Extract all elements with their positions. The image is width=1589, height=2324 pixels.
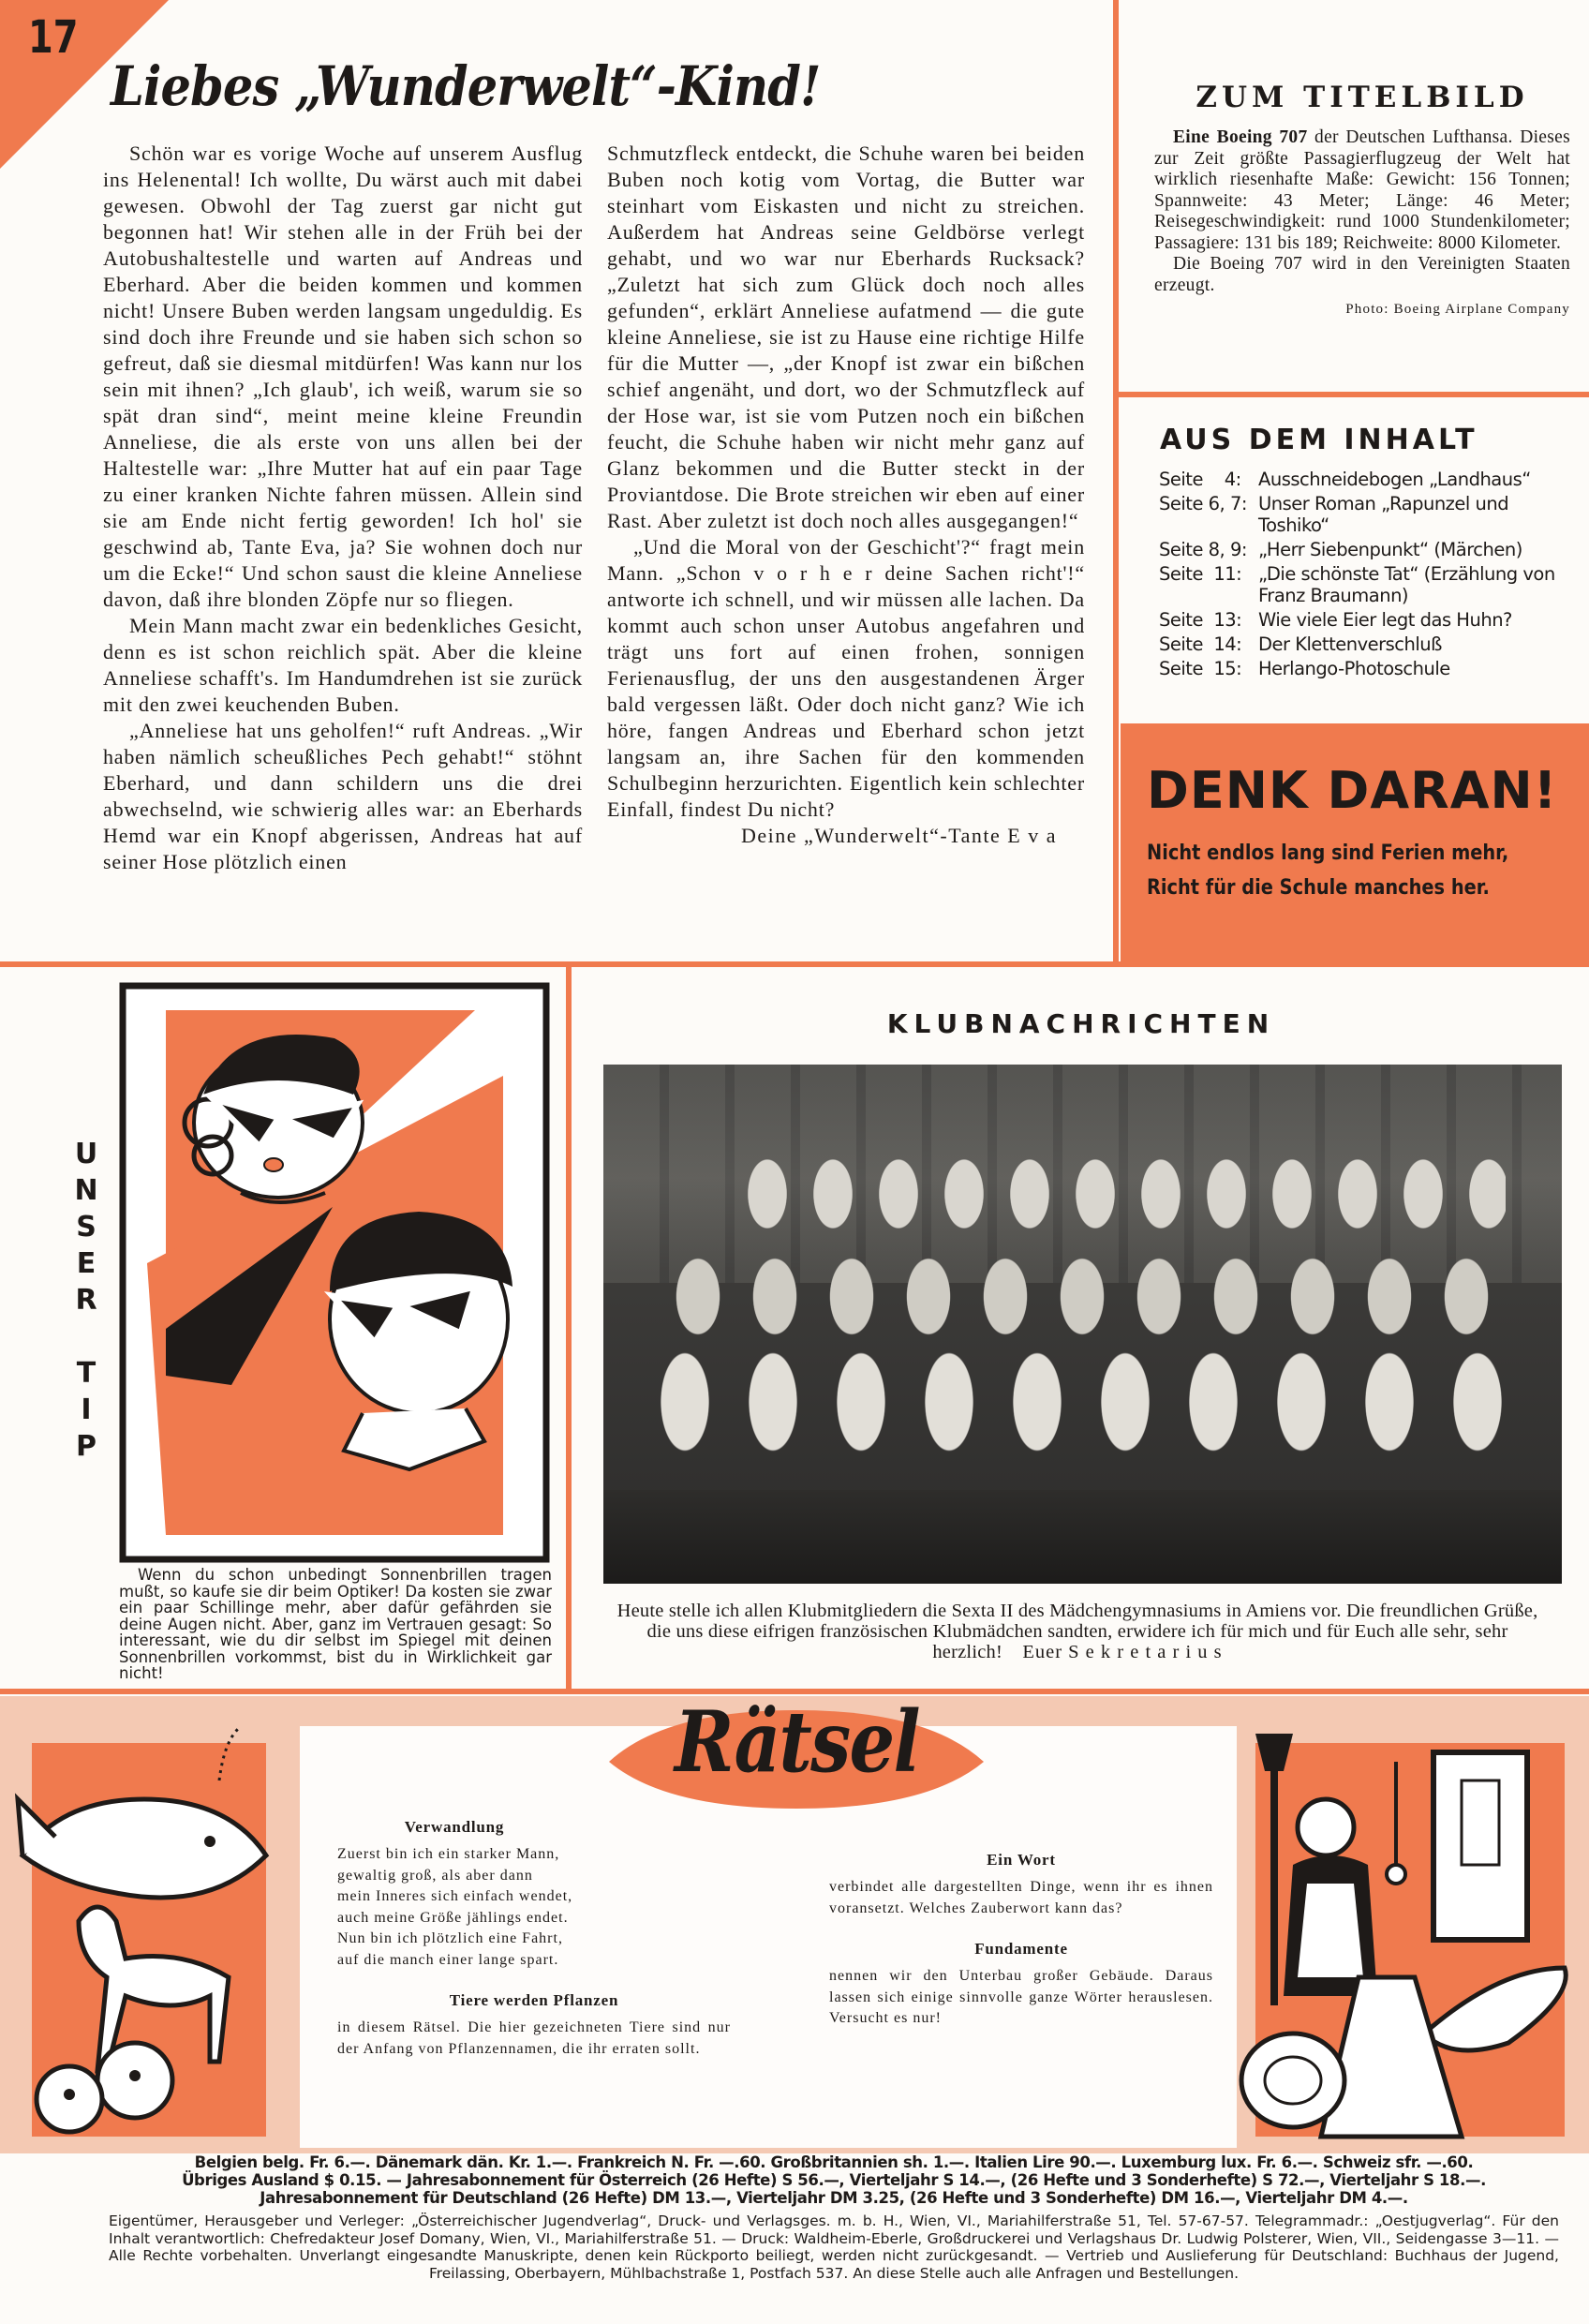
label-letter: N <box>74 1174 98 1207</box>
toc-page: Seite 15: <box>1159 658 1242 679</box>
poem-line: Nun bin ich plötzlich eine Fahrt, <box>337 1930 563 1946</box>
puzzle-text: in diesem Rätsel. Die hier gezeichneten Tiere sind nur der Anfang von Pflanzennamen, die ihr erraten sollt. <box>337 2019 731 2057</box>
titelbild-body: der Deutschen Lufthansa. Dieses zur Zeit größte Passagierflugzeug der Welt hat wirklich riesenhafte Maße: Gewicht: 156 Tonnen; Spannweite: 43 Meter; Länge: 46 Meter; Reisegeschwindigkeit: rund 1000 Stundenkilometer; Passagiere: 131 bis 189; Reichweite: 8000 Kilometer. <box>1154 127 1570 253</box>
toc-title: Ausschneidebogen „Landhaus“ <box>1258 469 1531 490</box>
letter-title: Liebes „Wunderwelt“-Kind! <box>111 54 821 118</box>
photo-credit: Photo: Boeing Airplane Company <box>1345 302 1570 317</box>
titelbild-box <box>1154 81 1570 318</box>
price-line: Belgien belg. Fr. 6.—. Dänemark dän. Kr. 1.—. Frankreich N. Fr. —.60. Großbritannien sh. 1.—. Italien Lire 90.—. Luxemburg lux. Fr. 6.—. Schweiz sfr. —.60. <box>194 2153 1474 2171</box>
klub-heading: KLUBNACHRICHTEN <box>886 1008 1276 1039</box>
unser-tip-label <box>69 1136 103 1465</box>
sunglasses-cartoon <box>119 982 550 1563</box>
toc-item <box>1159 609 1571 631</box>
bread-icon <box>1241 2034 1344 2127</box>
divider-vertical <box>1113 0 1119 965</box>
puzzle-verwandlung <box>337 1818 731 1971</box>
raetsel-column-right <box>829 1851 1213 2050</box>
toc-page: Seite 4: <box>1159 469 1241 490</box>
price-list <box>94 2153 1574 2207</box>
label-letter: T <box>76 1357 97 1390</box>
puzzle-ein-wort <box>829 1851 1213 1919</box>
toc-item <box>1159 563 1571 606</box>
klub-signature: Euer S e k r e t a r i u s <box>1022 1642 1223 1662</box>
titelbild-body: Die Boeing 707 wird in den Vereinigten Staaten erzeugt. <box>1154 254 1570 295</box>
toc-item <box>1159 633 1571 655</box>
letter-column-left <box>103 141 583 875</box>
poem-line: auf die manch einer lange spart. <box>337 1951 559 1968</box>
letter-paragraph: „Anneliese hat uns geholfen!“ ruft Andreas. „Wir haben nämlich scheußliches Pech gehabt!“ stöhnt Eberhard, und dann schildern uns die drei abwechselnd, wie schwierig alles war: an Eberhards Hemd war ein Knopf abgerissen, Andreas hat auf seiner Hose plötzlich einen <box>103 719 583 873</box>
puzzle-heading: Tiere werden Pflanzen <box>449 1991 619 2009</box>
poem-line: mein Inneres sich einfach wendet, <box>337 1888 573 1904</box>
toc-title: Herlango-Photoschule <box>1258 658 1450 679</box>
titelbild-heading: ZUM TITELBILD <box>1195 81 1529 114</box>
label-letter: U <box>74 1138 98 1170</box>
animals-illustration <box>13 1724 294 2146</box>
toc-title: Unser Roman „Rapunzel und Toshiko“ <box>1258 493 1509 536</box>
klub-caption <box>609 1601 1546 1662</box>
toc-page: Seite 13: <box>1159 609 1242 631</box>
letter-paragraph: Mein Mann macht zwar ein bedenkliches Gesicht, denn es ist schon reichlich spät. Aber die kleine Anneliese schafft's. Im Handumdrehen ist sie zurück mit den zwei keuchenden Buben. <box>103 614 583 716</box>
puzzle-text: nennen wir den Unterbau großer Gebäude. Daraus lassen sich einige sinnvolle ganze Wörter herauslesen. Versucht es nur! <box>829 1968 1213 2026</box>
denk-daran-heading: DENK DARAN! <box>1147 761 1558 820</box>
class-group-photo <box>603 1065 1562 1584</box>
puzzle-heading: Ein Wort <box>987 1851 1056 1869</box>
objects-illustration <box>1237 1724 1583 2146</box>
denk-daran-box <box>1121 723 1589 961</box>
tip-caption-text: Wenn du schon unbedingt Sonnenbrillen tragen mußt, so kaufe sie dir beim Optiker! Da kosten sie zwar ein paar Schillinge mehr, aber dafür gefährden sie deine Augen nicht. Aber, ganz im Vertrauen gesagt: So interessant, wie du dir selbst im Spiegel mit deinen Sonnenbrillen vorkommst, bist du in Wirklichkeit gar nicht! <box>119 1566 552 1682</box>
toc-title: „Herr Siebenpunkt“ (Märchen) <box>1258 539 1522 560</box>
poem-line: Zuerst bin ich ein starker Mann, <box>337 1846 560 1862</box>
titelbild-text <box>1154 127 1570 296</box>
verse-line: Nicht endlos lang sind Ferien mehr, <box>1147 842 1509 865</box>
letter-column-right <box>607 141 1085 849</box>
letter-paragraph: Schön war es vorige Woche auf unserem Ausflug ins Helenental! Ich wollte, Du wärst auch mit dabei gewesen. Obwohl der Tag zuerst gar nicht gut begonnen hat! Wir stehen alle in der Früh bei der Autobushaltestelle und warten auf Andreas und Eberhard. Aber die beiden kommen und kommen nicht! Unsere Buben werden langsam ungeduldig. Es sind doch ihre Freunde und sie haben sich schon so gefreut, daß sie diesmal mitdürfen! Was kann nur los sein mit ihnen? „Ich glaub', ich weiß, warum sie so spät dran sind“, meint meine kleine Freundin Anneliese, die als erste von uns allen bei der Haltestelle war: „Ihre Mutter hat auf ein paar Tage zu einer kranken Nichte fahren müssen. Allein sind sie am Ende nicht fertig geworden! Ich hol' sie geschwind ab, Tante Eva, ja? Sie wohnen doch nur um die Ecke!“ Und schon saust die kleine Anneliese davon, daß ihre blonden Zöpfe nur so fliegen. <box>103 142 583 611</box>
poem-line: auch meine Größe jählings endet. <box>337 1909 569 1926</box>
label-letter: I <box>81 1393 92 1426</box>
tip-caption <box>119 1567 552 1682</box>
divider-vertical <box>566 965 572 1692</box>
puzzle-heading: Fundamente <box>974 1940 1068 1958</box>
puzzle-text: verbindet alle dargestellten Dinge, wenn ihr es ihnen voransetzt. Welches Zauberwort kann das? <box>829 1879 1213 1916</box>
toc-title: Der Klettenverschluß <box>1258 633 1442 655</box>
toc-page: Seite 8, 9: <box>1159 539 1247 560</box>
label-letter: E <box>76 1247 97 1280</box>
toc-page: Seite 11: <box>1159 563 1242 585</box>
inhalt-heading: AUS DEM INHALT <box>1160 424 1478 456</box>
toc-page: Seite 6, 7: <box>1159 493 1247 514</box>
toc-item <box>1159 469 1571 490</box>
divider-horizontal <box>0 961 1589 967</box>
price-line: Übriges Ausland $ 0.15. — Jahresabonnement für Österreich (26 Hefte) S 56.—, Vierteljahr S 14.—, (26 Hefte und 3 Sonderhefte) S 72.—, Vierteljahr S 18.—. <box>182 2171 1486 2189</box>
label-letter: S <box>76 1211 97 1244</box>
puzzle-poem <box>337 1844 731 1971</box>
label-letter: R <box>75 1284 97 1317</box>
puzzle-tiere-pflanzen <box>337 1991 731 2060</box>
label-gap <box>69 1318 103 1355</box>
price-line: Jahresabonnement für Deutschland (26 Hefte) DM 13.—, Vierteljahr DM 3.25, (26 Hefte und 3 Sonderhefte) DM 16.—, Vierteljahr DM 4.—. <box>260 2189 1408 2207</box>
label-letter: P <box>76 1430 97 1463</box>
puzzle-fundamente <box>829 1940 1213 2030</box>
toc-item <box>1159 493 1571 536</box>
divider-horizontal <box>1113 392 1589 397</box>
poem-line: gewaltig groß, als aber dann <box>337 1867 533 1884</box>
puzzle-heading: Verwandlung <box>404 1818 505 1836</box>
toc-title: „Die schönste Tat“ (Erzählung von Franz Braumann) <box>1258 563 1555 606</box>
impressum: Eigentümer, Herausgeber und Verleger: „Österreichischer Jugendverlag“, Druck- und Verlagsges. m. b. H., Wien, VI., Mariahilferstraße 51, Tel. 57-67-57. Telegrammadr.: „Oestjugverlag“. Für den Inhalt verantwortlich: Chefredakteur Josef Domany, Wien, VI., Mariahilferstraße 51. — Druck: Waldheim-Eberle, Großdruckerei und Verlagshaus Dr. Ludwig Polsterer, Wien, VII., Seidengasse 3—11. — Alle Rechte vorbehalten. Unverlangt eingesandte Manuskripte, denen kein Rückporto beiliegt, werden nicht zurückgesandt. — Vertrieb und Auslieferung für Deutschland: Buchhaus der Jugend, Freilassing, Oberbayern, Mühlbachstraße 1, Postfach 537. An diese Stelle auch alle Anfragen und Bestellungen. <box>109 2212 1559 2282</box>
denk-daran-verse <box>1147 836 1508 905</box>
toc-title: Wie viele Eier legt das Huhn? <box>1258 609 1512 631</box>
letter-paragraph: „Und die Moral von der Geschicht'?“ fragt mein Mann. „Schon v o r h e r deine Sachen richt'!“ antworte ich schnell, und wir müssen alle lachen. Da kommt auch schon unser Autobus angefahren und trägt uns fort auf einen frohen, sonnigen Ferienausflug, der uns den ausgestandenen Ärger bald vergessen läßt. Oder doch nicht ganz? Wie ich höre, fangen Andreas und Eberhard schon jetzt langsam an, ihre Sachen für den kommenden Schulbeginn herzurichten. Eigentlich kein schlechter Einfall, findest Du nicht? <box>607 535 1085 821</box>
verse-line: Richt für die Schule manches her. <box>1147 876 1490 900</box>
letter-paragraph: Schmutzfleck entdeckt, die Schuhe waren bei beiden Buben noch kotig vom Vortag, die Butter war steinhart vom Eiskasten und nicht zu streichen. Außerdem hat Andreas seine Geldbörse verlegt gehabt, und wo war nur Eberhards Rucksack? „Zuletzt hat sich zum Glück doch noch alles gefunden“, erklärt Anneliese aufatmend — die gute kleine Anneliese, sie ist zu Hause eine richtige Hilfe für die Mutter —, „der Knopf ist zwar ein bißchen schief angenäht, und dort, wo der Schmutzfleck auf der Hose war, ist sie vom Putzen noch ein bißchen feucht, die Schuhe haben wir nicht mehr ganz auf Glanz bekommen und die Butter steckt in der Proviantdose. Die Brote streichen wir eben auf einer Rast. Aber zuletzt ist doch noch alles ausgegangen!“ <box>607 142 1085 532</box>
toc-item <box>1159 658 1571 679</box>
footer <box>94 2153 1574 2282</box>
klub-caption-text: Heute stelle ich allen Klubmitgliedern die Sexta II des Mädchengymnasiums in Amiens vor. Die freundlichen Grüße, die uns diese eifrigen französischen Klubmädchen sandten, erwidere ich für mich und für Euch alle sehr, sehr herzlich! <box>616 1601 1538 1662</box>
raetsel-title: Rätsel <box>675 1692 919 1792</box>
table-of-contents <box>1159 469 1571 682</box>
page-number: 17 <box>28 11 79 64</box>
letter-signature: Deine „Wunderwelt“-Tante E v a <box>741 824 1057 847</box>
titelbild-lead: Eine Boeing 707 <box>1173 127 1308 147</box>
toc-page: Seite 14: <box>1159 633 1242 655</box>
toc-item <box>1159 539 1571 560</box>
raetsel-column-left <box>337 1818 731 2080</box>
